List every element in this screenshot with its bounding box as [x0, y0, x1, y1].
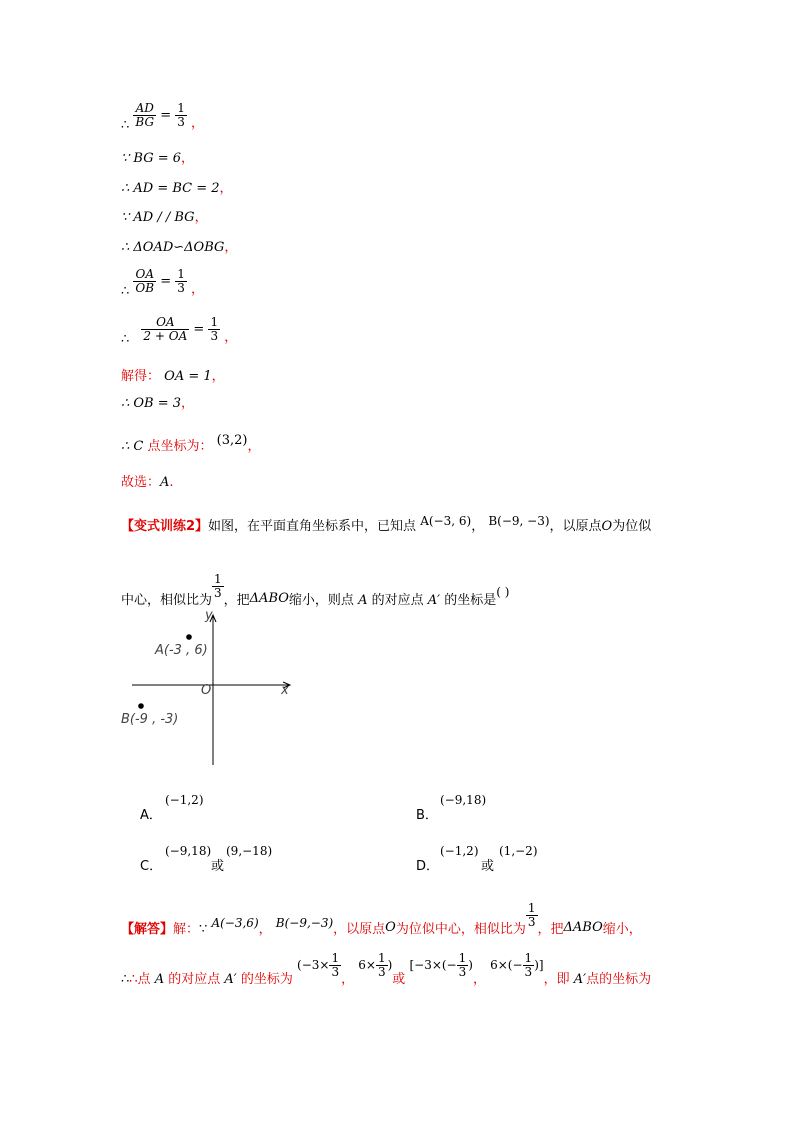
- answer-line-1: 【解答】解：∵ A(−3,6)， B(−9,−3)，以原点O为位似中心，相似比为 $\frac{1}{3}$ ，把ΔABO缩小，: [121, 901, 642, 937]
- point-b-dot: [138, 703, 144, 709]
- fraction-one-third-c: $\frac{1}{3}$: [210, 315, 219, 343]
- point-b-label: B(-9 , -3): [121, 712, 179, 727]
- fraction-ratio: $\frac{1}{3}$: [214, 572, 222, 600]
- question-line-2: 中心，相似比为 $\frac{1}{3}$ ，把ΔABO缩小，则点 A 的对应点 A′ 的坐标是( ): [121, 572, 510, 608]
- option-c-letter: C．: [140, 859, 163, 874]
- step-ad-parallel-bg: ∵ AD / / BG，: [121, 210, 208, 225]
- answer-expr-2: 6× $\frac{1}{3}$ ): [358, 951, 393, 979]
- option-b-value: (−9,18): [440, 793, 487, 807]
- option-b-letter: B．: [416, 808, 438, 823]
- point-a-dot: [186, 634, 192, 640]
- option-a-letter: A．: [140, 808, 162, 823]
- fraction-ad-bg: $\frac{AD}{BG}$: [135, 101, 155, 129]
- step-solve-oa: 解得： OA = 1，: [121, 369, 225, 384]
- answer-expr-4: 6×(− $\frac{1}{3}$ )]: [490, 951, 544, 979]
- y-axis-label: y: [205, 608, 213, 623]
- question-line-1: 【变式训练2】如图，在平面直角坐标系中，已知点 A(−3, 6)， B(−9, −3)，以原点O为位似: [121, 514, 652, 534]
- step-ob-equals-3: ∴ OB = 3，: [121, 396, 195, 411]
- option-c-or: 或: [211, 859, 225, 874]
- step-oa-2plus-ratio: ∴ $\frac{OA}{2 + OA}$ = $\frac{1}{3}$ ，: [121, 315, 238, 347]
- point-a-label: A(-3 , 6): [155, 643, 208, 658]
- step-ad-bg-ratio: ∴ $\frac{AD}{BG}$ = $\frac{1}{3}$ ，: [121, 101, 205, 133]
- step-ad-equals-bc: ∴ AD = BC = 2，: [121, 181, 233, 196]
- fraction-oa-ob: $\frac{OA}{OB}$: [135, 267, 155, 295]
- step-bg-equals-6: ∵ BG = 6，: [121, 151, 195, 166]
- x-axis-label: x: [281, 683, 289, 698]
- option-c-value-1: (−9,18): [165, 844, 212, 858]
- option-d-value-1: (−1,2): [440, 844, 479, 858]
- answer-fraction-ratio: $\frac{1}{3}$: [527, 901, 536, 929]
- option-d-or: 或: [481, 859, 495, 874]
- origin-label: O: [201, 683, 212, 698]
- fraction-one-third-b: $\frac{1}{3}$: [177, 267, 185, 295]
- option-c-value-2: (9,−18): [226, 844, 273, 858]
- answer-expr-1: (−3× $\frac{1}{3}$: [297, 951, 340, 979]
- answer-expr-3: [−3×(− $\frac{1}{3}$ ): [409, 951, 473, 979]
- step-oa-ob-ratio: ∴ $\frac{OA}{OB}$ = $\frac{1}{3}$ ，: [121, 267, 205, 299]
- answer-line-2: ∴∴点 A 的对应点 A′ 的坐标为 (−3× $\frac{1}{3}$ ， 6× $\frac{1}{3}$ )或 [−3×(− $\frac{1}{3}$ )， 6×(− $\frac{1}{3}$ )]，即 A′点的坐标为: [121, 951, 652, 987]
- option-d-value-2: (1,−2): [499, 844, 538, 858]
- option-a-value: (−1,2): [165, 793, 204, 807]
- step-choose-a: 故选：A.: [121, 475, 174, 490]
- fraction-one-third: $\frac{1}{3}$: [177, 101, 185, 129]
- step-c-coordinate: ∴ C 点坐标为： (3,2)，: [121, 433, 261, 454]
- option-d-letter: D．: [416, 859, 440, 874]
- step-similar-triangles: ∴ ΔOAD∽ΔOBG，: [121, 240, 238, 255]
- fraction-oa-2plus: $\frac{OA}{2 + OA}$: [143, 315, 188, 343]
